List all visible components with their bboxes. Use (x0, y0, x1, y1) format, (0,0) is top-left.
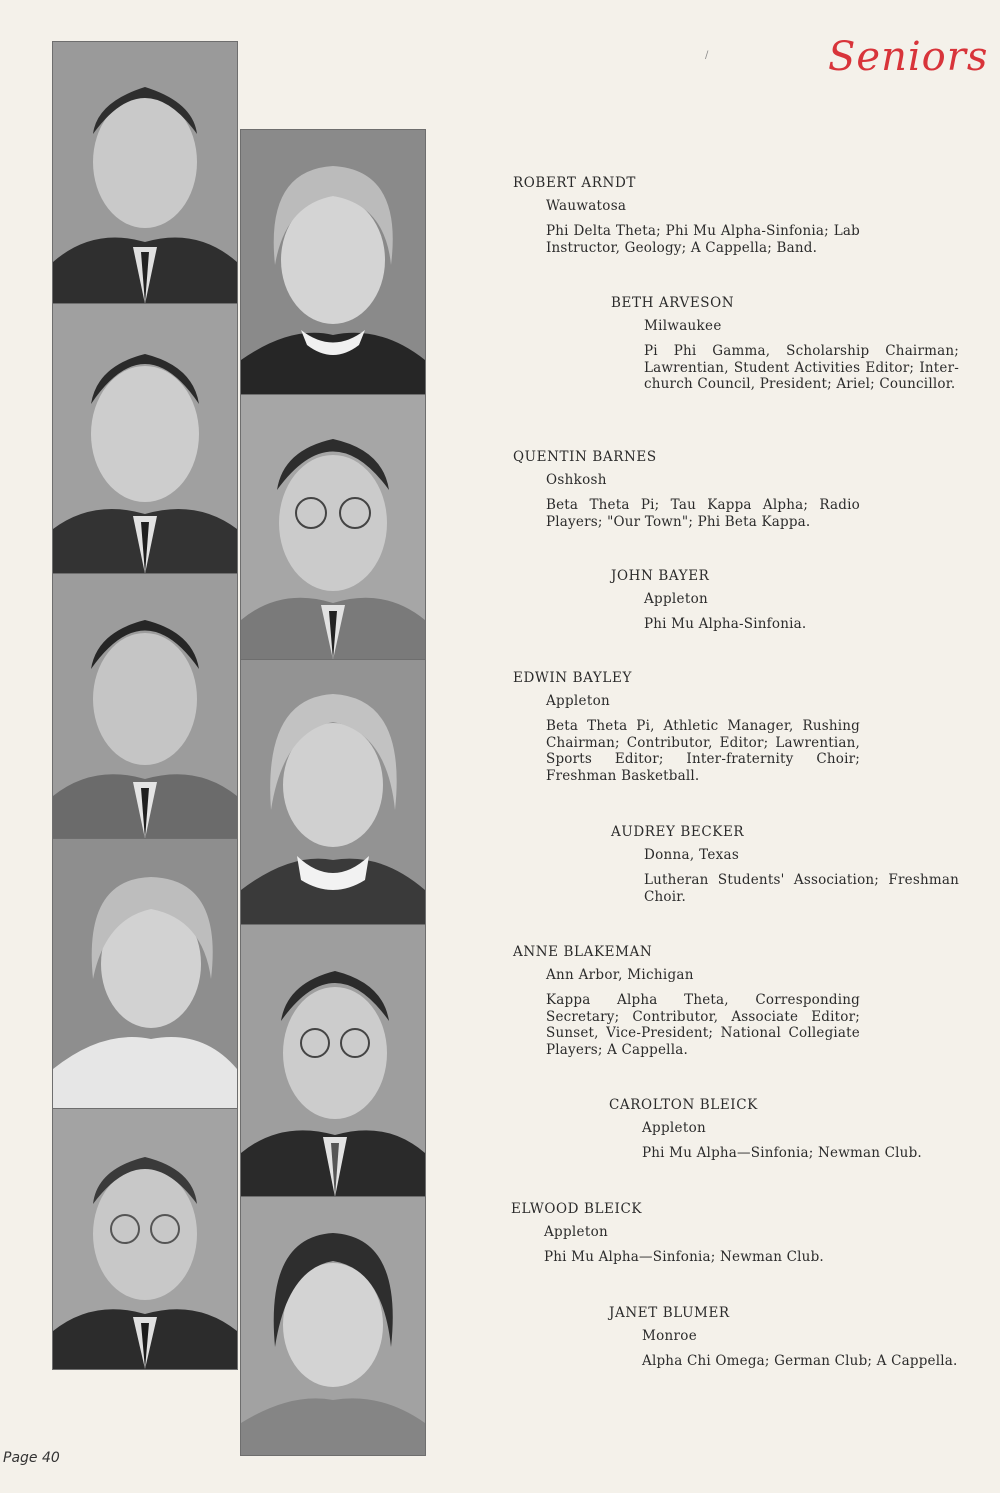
senior-hometown: Appleton (546, 692, 610, 709)
portrait-woman-icon (241, 130, 425, 395)
senior-activities: Phi Mu Alpha—Sinfonia; Newman Club. (642, 1145, 922, 1161)
senior-entry (513, 449, 860, 530)
senior-hometown: Appleton (642, 1119, 706, 1136)
senior-entry (611, 568, 959, 633)
senior-hometown: Oshkosh (546, 471, 607, 488)
portrait-man-icon (53, 304, 237, 574)
senior-hometown: Ann Arbor, Michigan (546, 966, 694, 983)
senior-entry (513, 175, 860, 256)
page-title: Seniors (828, 34, 989, 80)
page-number: Page 40 (3, 1450, 60, 1466)
senior-activities: Pi Phi Gamma, Scholarship Chairman; Lawrentian, Student Activities Editor; Inter-church Council, President; Ariel; Councillor. (644, 343, 959, 392)
portrait-man-icon (241, 395, 425, 660)
portrait-man-icon (241, 925, 425, 1197)
portrait-photo (240, 659, 426, 926)
senior-entry (511, 1201, 861, 1266)
senior-name: QUENTIN BARNES (513, 449, 657, 465)
senior-hometown: Appleton (644, 590, 708, 607)
portrait-man-icon (53, 1109, 237, 1369)
senior-entry (611, 824, 959, 905)
senior-entry (513, 944, 860, 1058)
senior-activities: Beta Theta Pi, Athletic Manager, Rushing Chairman; Contributor, Editor; Lawrentian, Sports Editor; Inter-fraternity Choir; Freshman Basketball. (546, 718, 860, 784)
senior-entry (513, 670, 860, 784)
senior-name: JOHN BAYER (611, 568, 710, 584)
portrait-photo (240, 129, 426, 396)
senior-hometown: Wauwatosa (546, 197, 627, 214)
portrait-woman-icon (241, 660, 425, 925)
portrait-photo (52, 573, 238, 840)
senior-entry (611, 295, 959, 393)
senior-name: ANNE BLAKEMAN (513, 944, 653, 960)
senior-name: CAROLTON BLEICK (609, 1097, 758, 1113)
senior-name: JANET BLUMER (609, 1305, 730, 1321)
ink-mark: / (705, 50, 709, 61)
portrait-man-icon (53, 574, 237, 839)
senior-activities: Alpha Chi Omega; German Club; A Cappella. (642, 1353, 958, 1369)
portrait-photo (52, 303, 238, 575)
senior-name: BETH ARVESON (611, 295, 735, 311)
senior-activities: Phi Mu Alpha-Sinfonia. (644, 616, 807, 632)
senior-activities: Phi Delta Theta; Phi Mu Alpha-Sinfonia; Lab Instructor, Geology; A Cappella; Band. (546, 223, 860, 256)
senior-activities: Beta Theta Pi; Tau Kappa Alpha; Radio Players; "Our Town"; Phi Beta Kappa. (546, 497, 860, 530)
portrait-man-icon (53, 42, 237, 304)
senior-name: EDWIN BAYLEY (513, 670, 632, 686)
senior-activities: Phi Mu Alpha—Sinfonia; Newman Club. (544, 1249, 824, 1265)
senior-name: ELWOOD BLEICK (511, 1201, 643, 1217)
portrait-photo (240, 924, 426, 1198)
senior-entry (609, 1097, 959, 1162)
portrait-woman-icon (53, 839, 237, 1109)
senior-entry (609, 1305, 959, 1370)
senior-hometown: Donna, Texas (644, 846, 740, 863)
portrait-photo (240, 394, 426, 661)
portrait-photo (52, 838, 238, 1110)
portrait-photo (52, 41, 238, 305)
senior-hometown: Monroe (642, 1327, 698, 1344)
portrait-woman-icon (241, 1197, 425, 1455)
senior-name: ROBERT ARNDT (513, 175, 636, 191)
portrait-photo (240, 1196, 426, 1456)
senior-hometown: Appleton (544, 1223, 608, 1240)
senior-name: AUDREY BECKER (611, 824, 745, 840)
portrait-photo (52, 1108, 238, 1370)
senior-activities: Kappa Alpha Theta, Corresponding Secretary; Contributor, Associate Editor; Sunset, Vice-President; National Collegiate Players; A Cappella. (546, 992, 860, 1058)
senior-hometown: Milwaukee (644, 317, 722, 334)
senior-activities: Lutheran Students' Association; Freshman Choir. (644, 872, 959, 905)
